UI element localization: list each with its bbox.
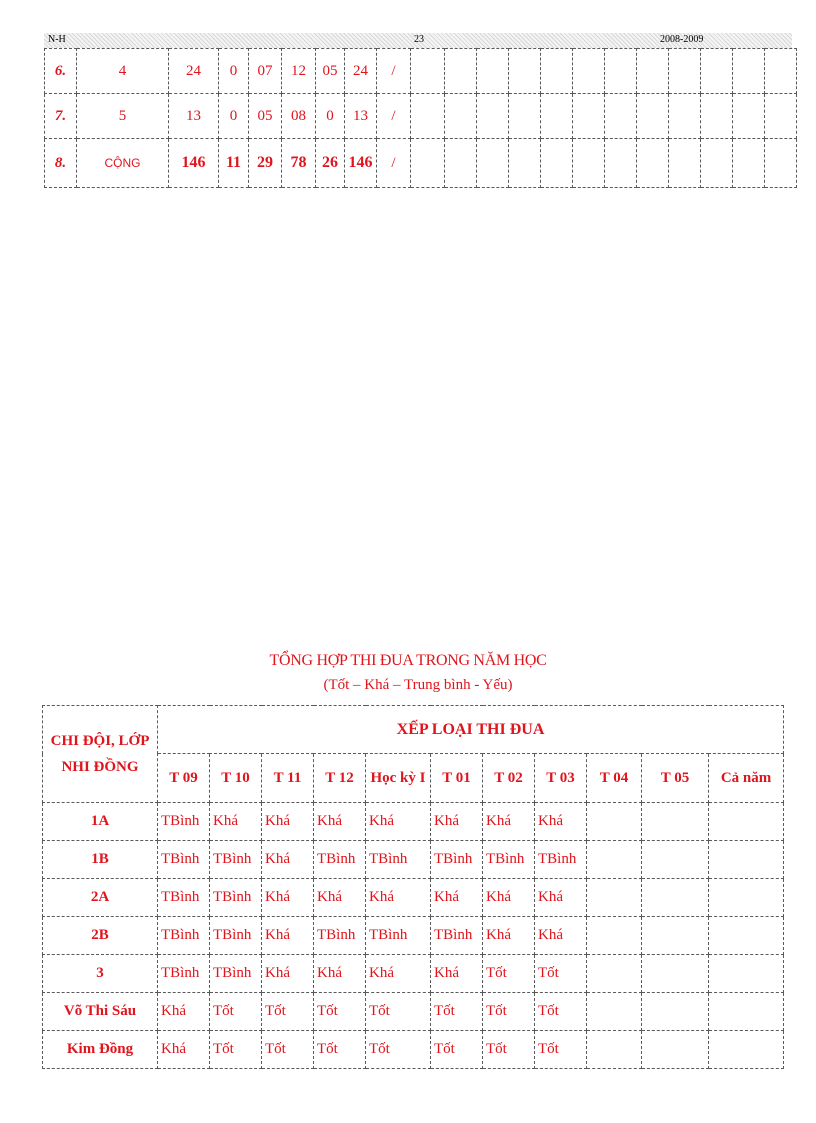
empty-cell <box>573 94 605 139</box>
table-cell: 05 <box>316 49 345 94</box>
ranking-section-header: XẾP LOẠI THI ĐUA <box>158 706 784 754</box>
empty-cell <box>445 139 477 188</box>
class-column-header <box>43 706 158 803</box>
rating-cell: Tốt <box>431 1031 483 1069</box>
rating-cell <box>642 879 709 917</box>
class-name: 1A <box>43 803 158 841</box>
table-cell: 146 <box>169 139 219 188</box>
rating-cell <box>642 803 709 841</box>
rating-cell: Khá <box>483 803 535 841</box>
row-label: 4 <box>77 49 169 94</box>
rating-cell: Khá <box>210 803 262 841</box>
rating-cell <box>642 1031 709 1069</box>
empty-cell <box>509 139 541 188</box>
rating-cell: Khá <box>262 879 314 917</box>
empty-cell <box>765 94 797 139</box>
rating-cell: Tốt <box>210 1031 262 1069</box>
table-row <box>43 993 784 1031</box>
empty-cell <box>701 49 733 94</box>
empty-cell <box>509 49 541 94</box>
rating-cell: Tốt <box>483 993 535 1031</box>
rating-cell: Khá <box>262 841 314 879</box>
rating-cell: Khá <box>535 917 587 955</box>
rating-cell <box>587 917 642 955</box>
table-row <box>43 841 784 879</box>
rating-cell: Khá <box>366 955 431 993</box>
rating-cell: Khá <box>158 993 210 1031</box>
rating-cell <box>709 993 784 1031</box>
row-index: 6. <box>45 49 77 94</box>
summary-title: TỔNG HỢP THI ĐUA TRONG NĂM HỌC <box>269 652 547 669</box>
table-row-total <box>45 139 797 188</box>
rating-cell <box>642 993 709 1031</box>
rating-cell: TBình <box>158 803 210 841</box>
empty-cell <box>541 139 573 188</box>
rating-cell: Khá <box>366 879 431 917</box>
row-label: 5 <box>77 94 169 139</box>
empty-cell <box>669 49 701 94</box>
class-name: Võ Thi Sáu <box>43 993 158 1031</box>
column-header: T 03 <box>535 754 587 803</box>
row-index: 8. <box>45 139 77 188</box>
empty-cell <box>669 139 701 188</box>
rating-cell: TBình <box>431 841 483 879</box>
table-cell: 12 <box>282 49 316 94</box>
empty-cell <box>541 49 573 94</box>
column-header: T 09 <box>158 754 210 803</box>
empty-cell <box>733 94 765 139</box>
rating-cell: Tốt <box>431 993 483 1031</box>
stats-table <box>44 48 797 188</box>
column-header: Cả năm <box>709 754 784 803</box>
column-header: T 05 <box>642 754 709 803</box>
class-name: 1B <box>43 841 158 879</box>
rating-cell: Tốt <box>314 993 366 1031</box>
table-cell: 0 <box>219 49 249 94</box>
rating-cell: TBình <box>158 879 210 917</box>
rating-cell <box>587 993 642 1031</box>
rating-cell: TBình <box>314 917 366 955</box>
empty-cell <box>541 94 573 139</box>
rating-cell <box>642 917 709 955</box>
class-header-line2: NHI ĐỒNG <box>61 759 139 775</box>
rating-cell: Tốt <box>483 1031 535 1069</box>
rating-cell: Khá <box>483 879 535 917</box>
rating-cell: Khá <box>431 955 483 993</box>
rating-cell: Khá <box>535 803 587 841</box>
table-cell: 11 <box>219 139 249 188</box>
table-cell: 24 <box>345 49 377 94</box>
rating-cell: TBình <box>158 955 210 993</box>
table-cell: 0 <box>219 94 249 139</box>
table-cell: 146 <box>345 139 377 188</box>
school-year: 2008-2009 <box>660 34 704 45</box>
empty-cell <box>445 49 477 94</box>
row-index: 7. <box>45 94 77 139</box>
rating-cell <box>642 841 709 879</box>
rating-cell <box>709 879 784 917</box>
rating-cell: Tốt <box>366 1031 431 1069</box>
rating-cell: Khá <box>431 803 483 841</box>
table-cell: / <box>377 94 411 139</box>
rating-cell: TBình <box>210 917 262 955</box>
rating-cell: Khá <box>314 803 366 841</box>
rating-cell: Khá <box>262 917 314 955</box>
summary-subtitle: (Tốt – Khá – Trung bình - Yếu) <box>323 677 513 693</box>
rating-cell <box>709 955 784 993</box>
row-label-total: CỘNG <box>77 139 169 188</box>
column-header: T 02 <box>483 754 535 803</box>
table-cell: 13 <box>169 94 219 139</box>
rating-cell: TBình <box>431 917 483 955</box>
rating-cell <box>587 1031 642 1069</box>
class-header-line1: CHI ĐỘI, LỚP <box>50 733 150 749</box>
rating-cell: Khá <box>431 879 483 917</box>
stats-table-body <box>45 49 797 188</box>
rating-cell: Khá <box>262 955 314 993</box>
page-number: 23 <box>414 34 424 45</box>
class-name: 3 <box>43 955 158 993</box>
table-cell: 26 <box>316 139 345 188</box>
rating-cell: Khá <box>314 879 366 917</box>
table-cell: 0 <box>316 94 345 139</box>
rating-cell: Tốt <box>366 993 431 1031</box>
class-name: 2B <box>43 917 158 955</box>
rating-cell: TBình <box>210 955 262 993</box>
empty-cell <box>411 94 445 139</box>
table-cell: 78 <box>282 139 316 188</box>
empty-cell <box>573 139 605 188</box>
empty-cell <box>445 94 477 139</box>
rating-cell: Khá <box>483 917 535 955</box>
empty-cell <box>637 94 669 139</box>
column-header: T 10 <box>210 754 262 803</box>
rating-cell: TBình <box>535 841 587 879</box>
rating-cell <box>709 803 784 841</box>
rating-cell: TBình <box>366 917 431 955</box>
empty-cell <box>669 94 701 139</box>
rating-cell: Khá <box>158 1031 210 1069</box>
ranking-table <box>42 705 784 1069</box>
class-name: Kim Đồng <box>43 1031 158 1069</box>
empty-cell <box>411 139 445 188</box>
table-cell: 29 <box>249 139 282 188</box>
rating-cell <box>587 879 642 917</box>
empty-cell <box>477 139 509 188</box>
empty-cell <box>765 49 797 94</box>
rating-cell: TBình <box>210 841 262 879</box>
class-name: 2A <box>43 879 158 917</box>
rating-cell: Tốt <box>262 993 314 1031</box>
rating-cell <box>709 917 784 955</box>
column-header: T 12 <box>314 754 366 803</box>
empty-cell <box>477 94 509 139</box>
rating-cell <box>587 955 642 993</box>
column-header: T 11 <box>262 754 314 803</box>
header-left-text: N-H <box>48 34 66 45</box>
empty-cell <box>765 139 797 188</box>
rating-cell: Tốt <box>483 955 535 993</box>
table-cell: 08 <box>282 94 316 139</box>
rating-cell <box>642 955 709 993</box>
rating-cell: TBình <box>483 841 535 879</box>
column-header: T 01 <box>431 754 483 803</box>
table-cell: 24 <box>169 49 219 94</box>
page-header <box>44 33 792 48</box>
empty-cell <box>605 94 637 139</box>
table-row <box>43 803 784 841</box>
rating-cell: Tốt <box>210 993 262 1031</box>
rating-cell: TBình <box>314 841 366 879</box>
empty-cell <box>733 139 765 188</box>
empty-cell <box>701 139 733 188</box>
rating-cell: TBình <box>210 879 262 917</box>
empty-cell <box>637 49 669 94</box>
empty-cell <box>733 49 765 94</box>
table-row <box>43 917 784 955</box>
empty-cell <box>573 49 605 94</box>
column-header: Học kỳ I <box>366 754 431 803</box>
table-row <box>43 955 784 993</box>
table-cell: 05 <box>249 94 282 139</box>
table-cell: 07 <box>249 49 282 94</box>
rating-cell: Tốt <box>535 993 587 1031</box>
table-row <box>43 1031 784 1069</box>
rating-cell <box>587 803 642 841</box>
table-row <box>45 94 797 139</box>
rating-cell <box>709 1031 784 1069</box>
rating-cell: Tốt <box>535 1031 587 1069</box>
table-cell: / <box>377 49 411 94</box>
table-cell: 13 <box>345 94 377 139</box>
empty-cell <box>605 49 637 94</box>
column-header: T 04 <box>587 754 642 803</box>
empty-cell <box>605 139 637 188</box>
empty-cell <box>509 94 541 139</box>
table-row <box>45 49 797 94</box>
rating-cell: Khá <box>535 879 587 917</box>
header-row-1 <box>43 706 784 754</box>
empty-cell <box>701 94 733 139</box>
rating-cell: Tốt <box>535 955 587 993</box>
rating-cell: TBình <box>158 841 210 879</box>
empty-cell <box>477 49 509 94</box>
rating-cell: TBình <box>158 917 210 955</box>
table-row <box>43 879 784 917</box>
rating-cell: Khá <box>314 955 366 993</box>
rating-cell: TBình <box>366 841 431 879</box>
rating-cell: Khá <box>366 803 431 841</box>
empty-cell <box>637 139 669 188</box>
rating-cell: Khá <box>262 803 314 841</box>
rating-cell <box>587 841 642 879</box>
rating-cell <box>709 841 784 879</box>
rating-cell: Tốt <box>314 1031 366 1069</box>
rating-cell: Tốt <box>262 1031 314 1069</box>
empty-cell <box>411 49 445 94</box>
table-cell: / <box>377 139 411 188</box>
